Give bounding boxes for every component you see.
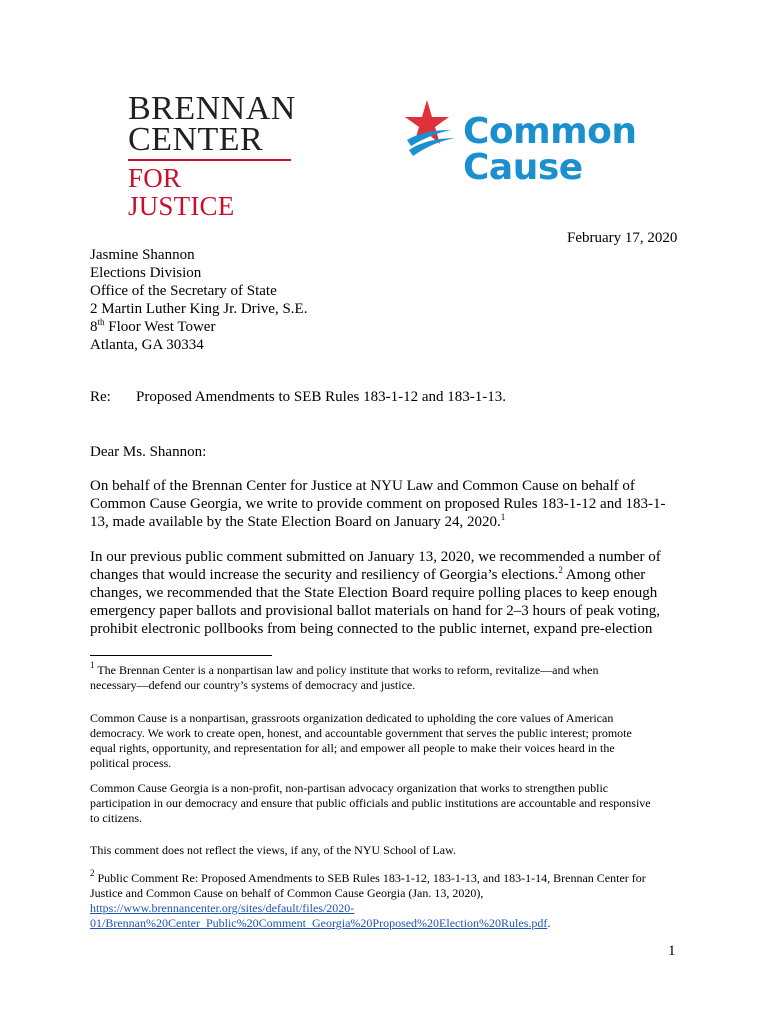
common-cause-line2: Cause — [463, 147, 583, 188]
paragraph-line — [90, 566, 690, 584]
footnote-2 — [90, 868, 690, 931]
paragraph-line — [90, 513, 690, 531]
common-cause-line1: Common — [463, 111, 637, 152]
brennan-logo-line2: CENTER — [128, 121, 264, 158]
footnote-number: 2 — [90, 868, 95, 878]
paragraph-line: emergency paper ballots and provisional ballot materials on hand for 2–3 hours of peak voting, — [90, 603, 660, 619]
footnote-line: participation in our democracy and ensure that public officials and public institutions are accountable and responsive — [90, 796, 651, 810]
floor-rest: Floor West Tower — [104, 319, 216, 335]
footnote-text: Public Comment Re: Proposed Amendments to SEB Rules 183-1-12, 183-1-13, and 183-1-14, Brennan Center for — [94, 871, 646, 885]
footnote-line: political process. — [90, 756, 172, 770]
subject-text: Proposed Amendments to SEB Rules 183-1-12 and 183-1-13. — [136, 389, 506, 405]
brennan-center-logo — [128, 90, 296, 221]
floor-suffix: th — [97, 317, 105, 327]
letter-date: February 17, 2020 — [567, 230, 678, 246]
brennan-logo-rule — [128, 159, 291, 161]
footnote-line — [90, 868, 690, 886]
star-icon — [405, 100, 461, 156]
paragraph-text: Among other — [562, 567, 646, 583]
paragraph-line: On behalf of the Brennan Center for Justice at NYU Law and Common Cause on behalf of — [90, 478, 635, 494]
brennan-logo-line3: FOR JUSTICE — [128, 163, 235, 221]
footnote-text: The Brennan Center is a nonpartisan law and policy institute that works to reform, revitalize—and when — [94, 663, 599, 677]
footnote-line: Common Cause Georgia is a non-profit, non-partisan advocacy organization that works to strengthen public — [90, 781, 609, 795]
paragraph-text: 13, made available by the State Election Board on January 24, 2020. — [90, 514, 501, 530]
footnote-line: to citizens. — [90, 811, 142, 825]
footnote-text: . — [547, 916, 551, 930]
recipient-office: Office of the Secretary of State — [90, 283, 277, 299]
page-number: 1 — [668, 943, 676, 959]
footnote-1 — [90, 660, 690, 693]
footnote-ref-2[interactable]: 2 — [558, 565, 563, 575]
paragraph-line: Common Cause Georgia, we write to provide comment on proposed Rules 183-1-12 and 183-1- — [90, 496, 666, 512]
footnote-1-common-cause-georgia — [90, 781, 690, 826]
footnote-1-common-cause — [90, 711, 690, 771]
paragraph-text: changes that would increase the security and resiliency of Georgia’s elections. — [90, 567, 559, 583]
footnote-link[interactable]: https://www.brennancenter.org/sites/default/files/2020- — [90, 901, 355, 915]
recipient-street: 2 Martin Luther King Jr. Drive, S.E. — [90, 301, 308, 317]
recipient-division: Elections Division — [90, 265, 202, 281]
paragraph-line: In our previous public comment submitted on January 13, 2020, we recommended a number of — [90, 549, 661, 565]
footnote-line: necessary—defend our country’s systems of democracy and justice. — [90, 678, 416, 692]
subject-line — [90, 388, 506, 406]
footnote-line: democracy. We work to create open, honest, and accountable government that serves the public interest; promote — [90, 726, 632, 740]
footnote-link[interactable]: 01/Brennan%20Center_Public%20Comment_Georgia%20Proposed%20Election%20Rules.pdf — [90, 916, 548, 930]
recipient-name: Jasmine Shannon — [90, 247, 195, 263]
paragraph-line: changes, we recommended that the State Election Board require polling places to keep enough — [90, 585, 658, 601]
paragraph-line: prohibit electronic pollbooks from being connected to the public internet, expand pre-election — [90, 621, 653, 637]
footnote-line: Common Cause is a nonpartisan, grassroots organization dedicated to upholding the core values of American — [90, 711, 614, 725]
subject-label: Re: — [90, 389, 111, 405]
common-cause-wordmark — [463, 111, 637, 188]
footnote-number: 1 — [90, 660, 95, 670]
footnote-line: This comment does not reflect the views, if any, of the NYU School of Law. — [90, 843, 457, 857]
common-cause-logo — [405, 100, 645, 190]
recipient-address — [90, 246, 307, 354]
salutation: Dear Ms. Shannon: — [90, 444, 207, 460]
footnote-line: equal rights, opportunity, and representation for all; and empower all people to make their voices heard in the — [90, 741, 615, 755]
floor-number: 8 — [90, 319, 98, 335]
footnote-line: Justice and Common Cause on behalf of Common Cause Georgia (Jan. 13, 2020), — [90, 886, 484, 900]
footnote-ref-1[interactable]: 1 — [500, 512, 506, 522]
recipient-city: Atlanta, GA 30334 — [90, 337, 204, 353]
paragraph-1 — [90, 477, 690, 531]
footnote-1-nyu-disclaimer — [90, 843, 690, 858]
footnote-line — [90, 901, 690, 916]
footnote-divider — [90, 655, 272, 656]
recipient-floor — [90, 318, 307, 336]
paragraph-2 — [90, 548, 690, 638]
footnote-line — [90, 660, 690, 678]
brennan-logo-line1: BRENNAN — [128, 90, 296, 127]
footnote-line — [90, 916, 690, 931]
